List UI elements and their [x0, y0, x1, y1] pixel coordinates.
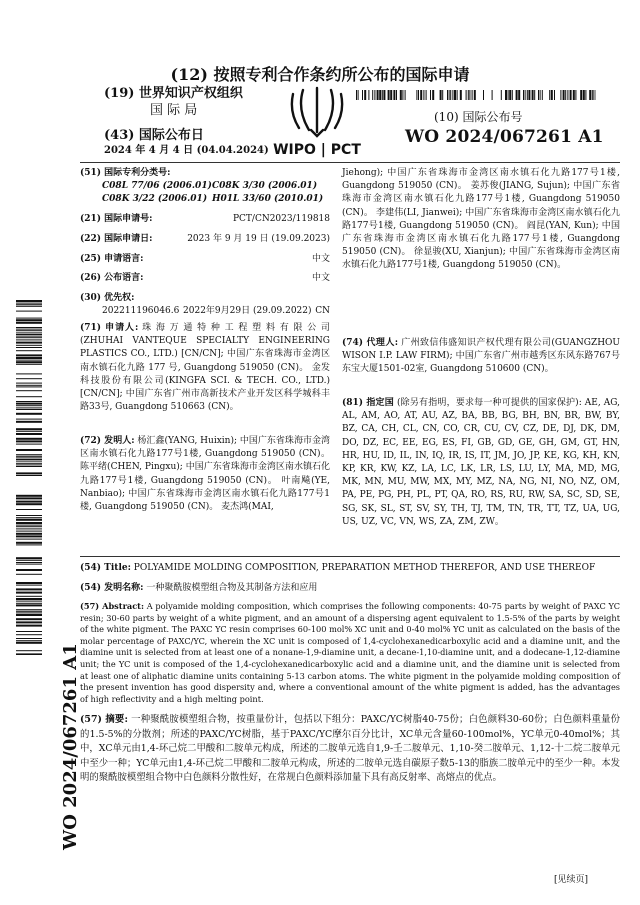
chinese-title-label: (54) 发明名称:	[80, 583, 144, 593]
top-barcode	[356, 90, 596, 100]
priority-section	[80, 292, 330, 318]
ipc-class: H01L 33/60 (2010.01)	[212, 194, 324, 205]
filing-language: 中文	[311, 254, 330, 264]
chinese-title	[80, 582, 620, 595]
designated-states-section	[342, 397, 620, 529]
ipc-section	[80, 167, 330, 207]
filing-date-label: (22) 国际申请日:	[80, 234, 153, 244]
organization-office: 国 际 局	[150, 103, 198, 118]
ipc-row	[102, 193, 330, 206]
section-rule	[80, 556, 620, 557]
applicants-section	[80, 322, 330, 414]
designated-states-label: (81) 指定国	[342, 398, 394, 408]
agent-label: (74) 代理人:	[342, 338, 399, 348]
continued-note: [见续页]	[554, 875, 589, 885]
publication-language: 中文	[311, 273, 330, 283]
english-title	[80, 562, 620, 575]
applicants-label: (71) 申请人:	[80, 323, 139, 333]
logo-text: WIPO | PCT	[273, 142, 361, 158]
application-number-label: (21) 国际申请号:	[80, 214, 153, 224]
publication-language-row	[80, 272, 330, 285]
filing-date-row	[80, 233, 330, 246]
inventors-continued: Jiehong); 中国广东省珠海市金湾区南水镇石化九路177号1楼, Guangdong 519050 (CN)。 姜苏俊(JIANG, Sujun); 中国广东省珠海市金湾区南水镇石化九路177号1楼, Guangdong 519050 (CN)。 李建伟(LI, Jianwei); 中国广东省珠海市金湾区南水镇石化九路177号1楼, Guangdong 519050 (CN)。 阎昆(YAN, Kun); 中国广东省珠海市金湾区南水镇石化九路177号1楼, Guangdong 519050 (CN)。 徐显骏(XU, Xianjun); 中国广东省珠海市金湾区南水镇石化九路177号1楼, Guangdong 519050 (CN)。	[342, 168, 620, 271]
chinese-title-text: 一种聚酰胺模塑组合物及其制备方法和应用	[146, 583, 318, 593]
chinese-abstract	[80, 713, 620, 786]
inventors-label: (72) 发明人:	[80, 436, 135, 446]
english-title-text: POLYAMIDE MOLDING COMPOSITION, PREPARATION METHOD THEREFOR, AND USE THEREOF	[133, 563, 596, 573]
applicants-text: 珠 海 万 通 特 种 工 程 塑 料 有 限 公 司 (ZHUHAI VANTEQUE SPECIALTY ENGINEERING PLASTICS CO., LTD.) [CN/CN]; 中国广东省珠海市金湾区南水镇石化九路 177 号, Guangdong 519050 (CN)。 金发科技股份有限公司(KINGFA SCI. & TECH. CO., LTD.) [CN/CN]; 中国广东省广州市高新技术产业开发区科学城科丰路33号, Guangdong 510663 (CN)。	[80, 323, 330, 413]
side-publication-number: WO 2024/067261 A1	[60, 643, 81, 850]
application-number-row	[80, 213, 330, 226]
ipc-class: C08L 77/06 (2006.01)	[102, 181, 212, 192]
english-abstract	[80, 601, 620, 705]
filing-language-label: (25) 申请语言:	[80, 254, 144, 264]
ipc-label: (51) 国际专利分类号:	[80, 168, 171, 178]
english-title-label: (54) Title:	[80, 563, 131, 573]
filing-date: 2023 年 9 月 19 日 (19.09.2023)	[187, 234, 330, 244]
priority-date: 2022年9月29日 (29.09.2022)	[183, 306, 312, 317]
filing-language-row	[80, 253, 330, 266]
agent-text: 广州致信伟盛知识产权代理有限公司(GUANGZHOU WISON I.P. LAW FIRM); 中国广东省广州市越秀区东风东路767号东宝大厦1501-02室, Guangdong 510600 (CN)。	[342, 338, 621, 375]
publication-number: WO 2024/067261 A1	[405, 127, 604, 147]
english-abstract-text: A polyamide molding composition, which comprises the following components: 40-75 parts by weight of PAXC YC resin; 30-60 parts by weight of a white pigment, and an amount of a dispersing agent equivalent to 1.5-5% of the parts by weight of the white pigment. The PAXC YC resin comprises 60-100 mol% XC unit and 0-40 mol% YC unit as calculated on the basis of the molar percentage of PAXC/YC, wherein the XC unit is composed of 1,4-cyclohexanedicarboxylic acid and a diamine unit, and the diamine unit is selected from at least one of a nonane-1,9-diamine unit, a decane-1,10-diamine unit, and a dodecane-1,12-diamine unit; the YC unit is composed of the 1,4-cyclohexanedicarboxylic acid and a diamine unit, and the diamine unit is selected from at least one of aliphatic diamine units containing 5-13 carbon atoms. The white pigment in the polyamide molding composition of the present invention has good dispersity and, where a conventional amount of the white pigment is added, has the advantages of high reflectivity and a high melting point.	[80, 601, 620, 704]
priority-label: (30) 优先权:	[80, 293, 135, 303]
ipc-row	[102, 180, 330, 193]
side-barcode	[16, 300, 42, 655]
header-rule	[80, 162, 620, 163]
inventors-section	[80, 435, 330, 514]
publication-language-label: (26) 公布语言:	[80, 273, 144, 283]
document-title: (12) 按照专利合作条约所公布的国际申请	[170, 65, 470, 84]
priority-number: 202211196046.6	[102, 306, 180, 317]
chinese-abstract-text: 一种聚酰胺模塑组合物，按重量份计，包括以下组分：PAXC/YC树脂40-75份；白色颜料30-60份；白色颜料重量份的1.5-5%的分散剂；所述的PAXC/YC树脂，基于PAXC/YC摩尔百分比计，XC单元含量60-100mol%，YC单元0-40mol%；其中，XC单元由1,4-环己烷二甲酸和二胺单元构成，所述的二胺单元选自1,9-壬二胺单元、1,10-癸二胺单元、1,12-十二烷二胺单元中至少一种；YC单元由1,4-环己烷二甲酸和二胺单元构成，所述的二胺单元选自碳原子数5-13的脂族二胺单元中的至少一种。本发明的聚酰胺模塑组合物中白色颜料分散性好，在常规白色颜料添加量下具有高反射率、高熔点的优点。	[80, 714, 620, 784]
priority-country: CN	[315, 306, 330, 317]
english-abstract-label: (57) Abstract:	[80, 601, 144, 611]
designated-states-text: (除另有指明，要求每一种可提供的国家保护): AE, AG, AL, AM, AO, AT, AU, AZ, BA, BB, BG, BH, BN, BR, BW, BY, BZ, CA, CH, CL, CN, CO, CR, CU, CV, CZ, DE, DJ, DK, DM, DO, DZ, EC, EE, EG, ES, FI, GB, GD, GE, GH, GM, GT, HN, HR, HU, ID, IL, IN, IQ, IR, IS, IT, JM, JO, JP, KE, KG, KH, KN, KP, KR, KW, KZ, LA, LC, LK, LR, LS, LU, LY, MA, MD, MG, MK, MN, MU, MW, MX, MY, MZ, NA, NG, NI, NO, NZ, OM, PA, PE, PG, PH, PL, PT, QA, RO, RS, RU, RW, SA, SC, SD, SE, SG, SK, SL, ST, SV, SY, TH, TJ, TM, TN, TR, TT, TZ, UA, UG, US, UZ, VC, VN, WS, ZA, ZM, ZW。	[342, 398, 620, 527]
publication-date-label: (43) 国际公布日	[104, 128, 204, 143]
application-number: PCT/CN2023/119818	[232, 214, 330, 224]
organization-name: (19) 世界知识产权组织	[104, 86, 243, 101]
agent-section	[342, 337, 620, 377]
ipc-class: C08K 3/22 (2006.01)	[102, 194, 208, 205]
chinese-abstract-label: (57) 摘要:	[80, 714, 128, 725]
wipo-logo	[267, 84, 367, 159]
publication-number-label: (10) 国际公布号	[434, 110, 523, 124]
inventors-text: 杨汇鑫(YANG, Huixin); 中国广东省珠海市金湾区南水镇石化九路177号1楼, Guangdong 519050 (CN)。 陈平绪(CHEN, Pingxu); 中国广东省珠海市金湾区南水镇石化九路177号1楼, Guangdong 519050 (CN)。 叶南飚(YE, Nanbiao); 中国广东省珠海市金湾区南水镇石化九路177号1楼, Guangdong 519050 (CN)。 麦杰鸿(MAI,	[80, 436, 330, 513]
ipc-class: C08K 3/30 (2006.01)	[212, 181, 318, 192]
priority-row	[80, 305, 330, 318]
publication-date: 2024 年 4 月 4 日 (04.04.2024)	[104, 145, 269, 156]
